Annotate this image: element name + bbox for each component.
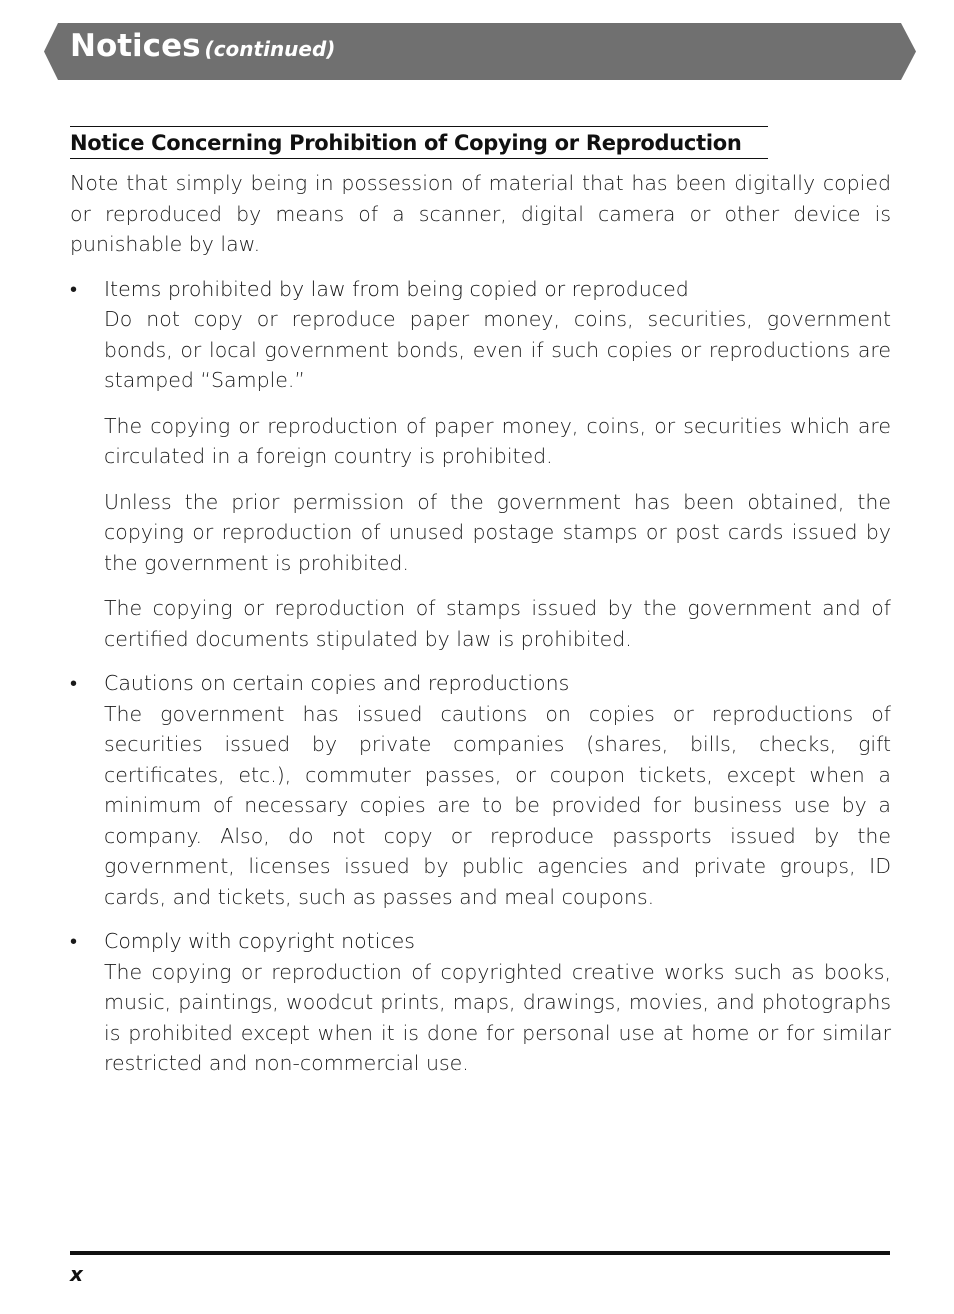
list-item-paragraph: Unless the prior permission of the government has been obtained, the copying or reproduction of unused postage stamps or post cards issued by the government is prohibited.	[104, 489, 891, 575]
footer-rule	[70, 1251, 890, 1255]
section-heading: Notice Concerning Prohibition of Copying or Reproduction	[70, 126, 768, 159]
header-banner	[44, 23, 916, 80]
list-item-title: Cautions on certain copies and reproductions	[104, 671, 570, 695]
list-item-title: Items prohibited by law from being copied or reproduced	[104, 276, 689, 301]
list-item	[70, 668, 891, 912]
section-content	[70, 168, 891, 1093]
page-number: x	[70, 1262, 83, 1286]
bullet-icon: •	[70, 671, 78, 695]
list-item-paragraph: The copying or reproduction of paper money, coins, or securities which are circulated in a foreign country is prohibited.	[104, 413, 891, 468]
list-item	[70, 274, 891, 655]
page-title: Notices	[70, 28, 201, 64]
list-item-title: Comply with copyright notices	[104, 929, 415, 953]
list-item-paragraph: Do not copy or reproduce paper money, coins, securities, government bonds, or local government bonds, even if such copies or reproductions are stamped “Sample.”	[104, 307, 891, 392]
list-item	[70, 926, 891, 1079]
bullet-icon: •	[70, 929, 78, 953]
list-item-paragraph: The copying or reproduction of stamps issued by the government and of certified documents stipulated by law is prohibited.	[104, 596, 891, 651]
banner-heading	[70, 28, 335, 64]
intro-paragraph: Note that simply being in possession of material that has been digitally copied or reproduced by means of a scanner, digital camera or other device is punishable by law.	[70, 171, 891, 256]
list-item-paragraph: The government has issued cautions on copies or reproductions of securities issued by private companies (shares, bills, checks, gift certificates, etc.), commuter passes, or coupon tickets, except when a minimum of necessary copies are to be provided for business use by a company. Also, do not copy or reproduce passports issued by the government, licenses issued by public agencies and private groups, ID cards, and tickets, such as passes and meal coupons.	[104, 701, 891, 909]
list-item-paragraph: The copying or reproduction of copyrighted creative works such as books, music, paintings, woodcut prints, maps, drawings, movies, and photographs is prohibited except when it is done for personal use at home or for similar restricted and non-commercial use.	[104, 959, 891, 1075]
page-subtitle: (continued)	[204, 37, 336, 61]
bullet-icon: •	[70, 276, 78, 301]
